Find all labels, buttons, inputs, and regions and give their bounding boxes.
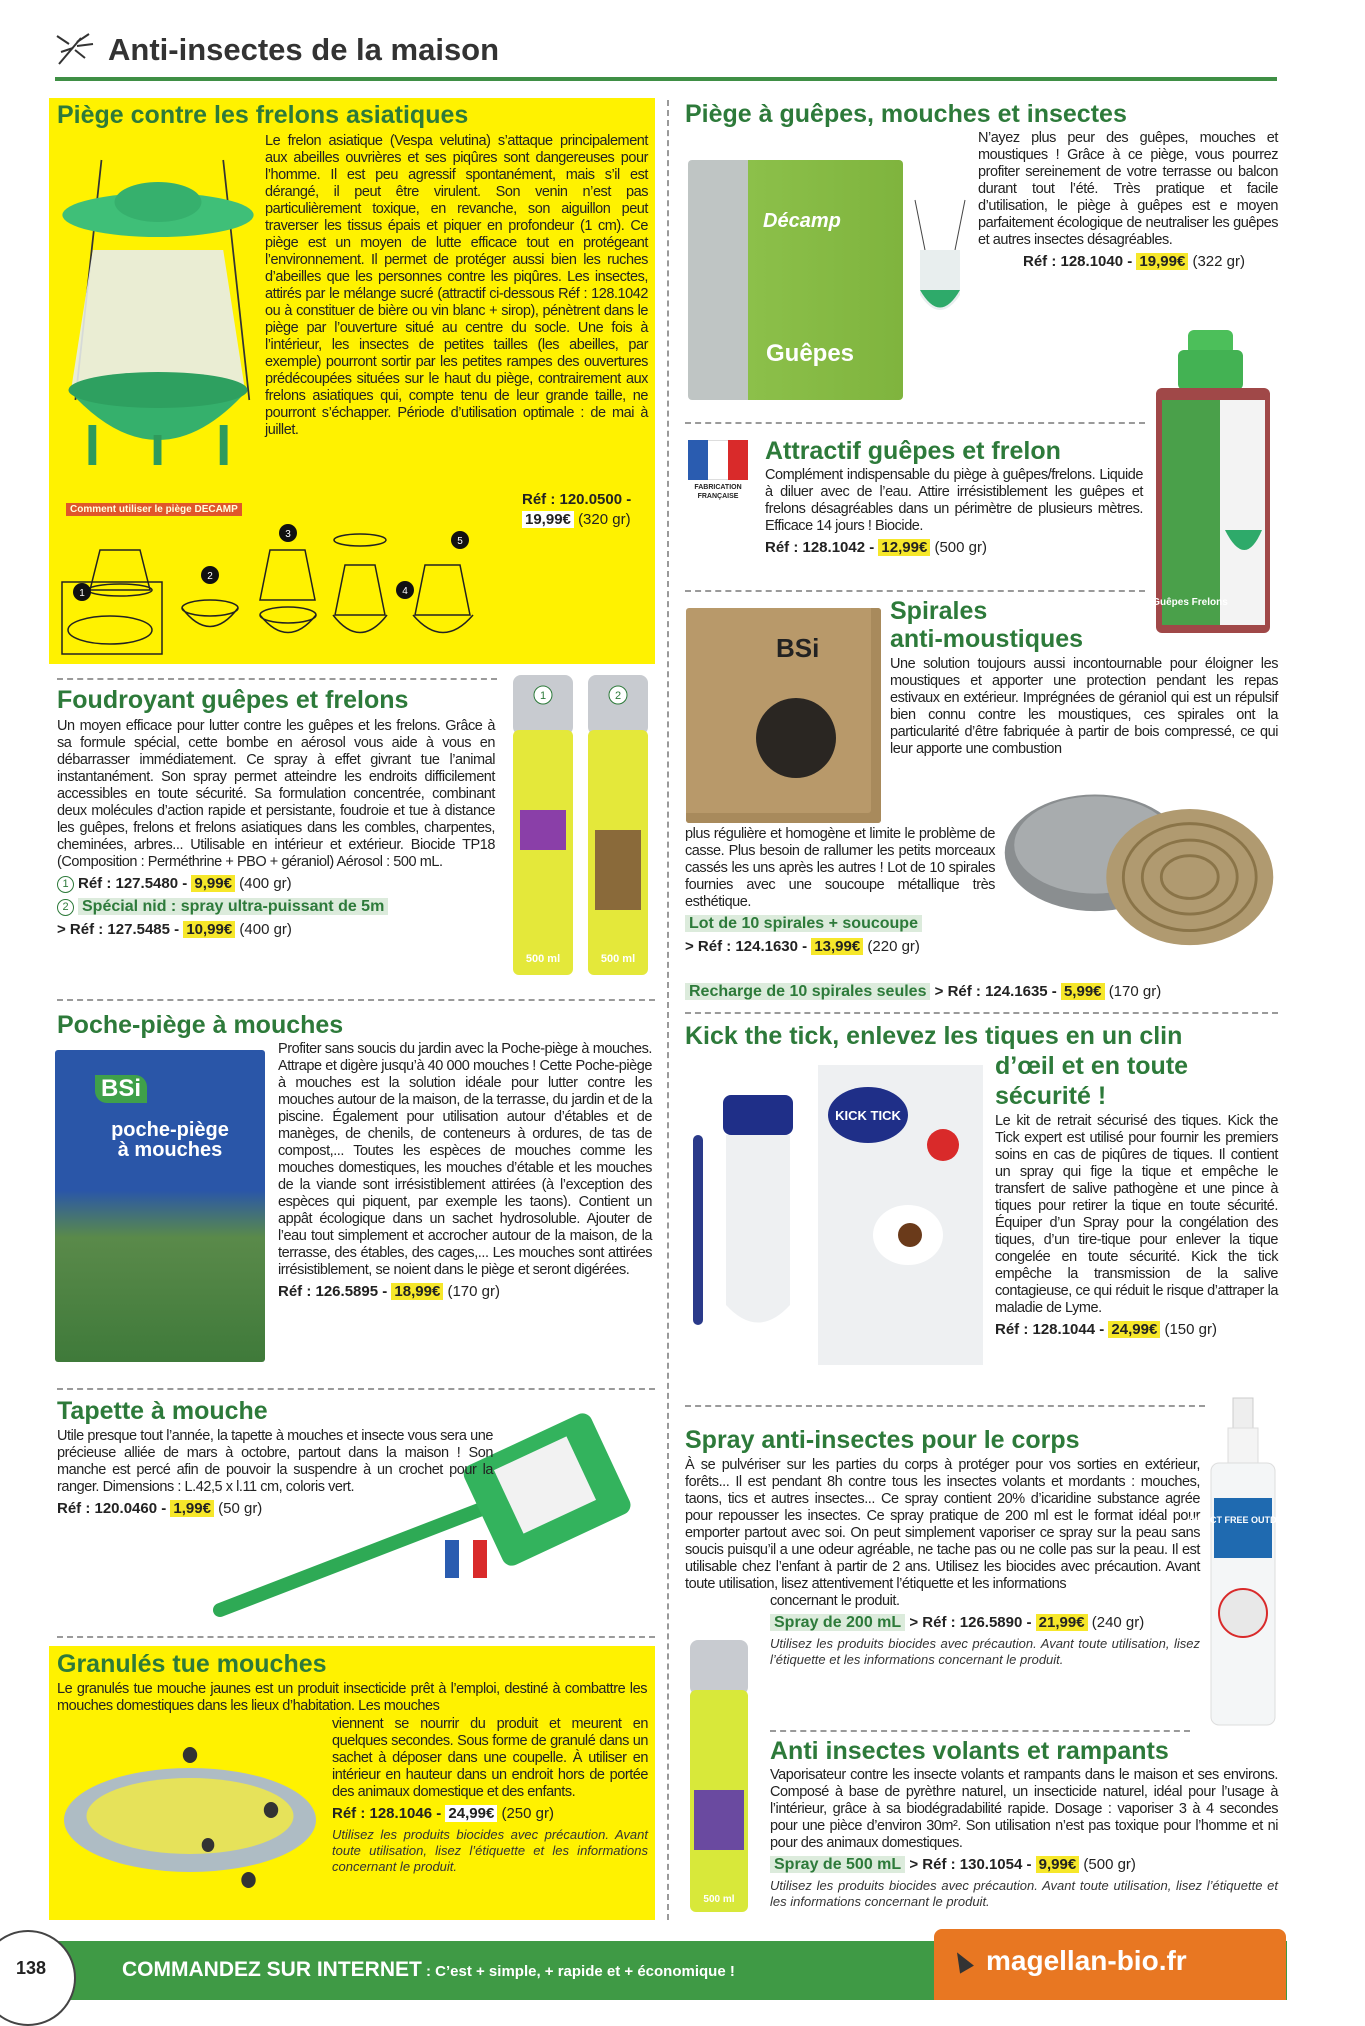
- spirales-ref: > Réf : 124.1630 - 13,99€ (220 gr): [685, 938, 920, 955]
- frelons-price: 19,99€: [522, 511, 574, 528]
- bottle-label: INSECT FREE OUTDOOR: [1188, 1515, 1298, 1525]
- poche-body: [278, 1041, 652, 1302]
- step-3: 3: [285, 529, 291, 540]
- bottle-label: Guêpes Frelons: [1152, 597, 1228, 608]
- volants-body: [770, 1767, 1278, 1910]
- step-2: 2: [207, 571, 213, 582]
- tapette-body: [57, 1428, 493, 1519]
- foudroyant-description: Un moyen efficace pour lutter contre les guêpes et les frelons. Grâce à sa formule spécial, cette bombe en aérosol vous aide à vous en débarrasser immédiatement. Ce spray à effet givrant tue l’animal instantanément. Son spray permet atteindre les endroits difficilement accessibles en toute sécurité. Sa formulation concentrée, combinant deux molécules d’action rapide et persistante, foudroie et tue à distance les guêpes, frelons et frelons asiatiques dans les combles, charpentes, cheminées, arbres... Utilisable en intérieur et extérieur. Biocide TP18 (Composition : Perméthrine + PBO + géraniol) Aérosol : 500 mL.: [57, 718, 495, 870]
- granules-description-1: Le granulés tue mouche jaunes est un produit insecticide prêt à l’emploi, destiné à combattre les mouches domestiques dans les lieux d’habitation. Les mouches: [57, 1681, 647, 1714]
- frelons-weight: (320 gr): [578, 511, 631, 528]
- poche-description: Profiter sans soucis du jardin avec la Poche-piège à mouches. Attrape et digère jusqu’à 40 000 mouches ! Cette Poche-piège à mouches est la solution idéale pour lutter contre les mouches autour de la maison, de la terrasse, du jardin et de la piscine. Également pour utilisation autour d’étables et de manèges, de chenils, de conteneurs à ordures, de tas de compost,... Toutes les espèces de mouches comme les mouches domestiques, les mouches d’étable et les mouches de la viande sont irrésistiblement attirées (à l’exception des espèces qui piquent, par exemple les taons). Contient un appât écologique dans un sachet hydrosoluble. Ajouter de l’eau tout simplement et accrocher autour de la maison, de la terrasse, des étables, des cages,... Les mouches sont attirées irrésistiblement, se noient dans le piège et seront digérées.: [278, 1041, 652, 1278]
- volants-title: Anti insectes volants et rampants: [770, 1737, 1169, 1765]
- volants-description: Vaporisateur contre les insecte volants et rampants dans le maison et ses environs. Composé à base de pyrèthre naturel, un insecticide naturel, idéal pour l’usage à l’intérieur, grâce à sa biodégradabilité rapide. Dosage : vaporiser 3 à 4 secondes pour une pièce d’environ 30m². Son utilisation n’est pas toxique pour l’homme et ni pour des animaux domestiques.: [770, 1767, 1278, 1851]
- number-badge: 1: [57, 876, 74, 893]
- separator: [57, 1636, 655, 1638]
- separator: [57, 678, 497, 680]
- french-flag-icon: [688, 440, 748, 510]
- attractif-title: Attractif guêpes et frelon: [765, 437, 1061, 465]
- volants-biocide-note: Utilisez les produits biocides avec précaution. Avant toute utilisation, lisez l’étiquette et les informations concernant le produit.: [770, 1878, 1278, 1909]
- box-title: Guêpes: [766, 340, 855, 367]
- spray-corps-ref: Spray de 200 mL > Réf : 126.5890 - 21,99€ (240 gr): [770, 1613, 1200, 1633]
- attractif-body: [765, 467, 1143, 558]
- separator: [685, 1012, 1278, 1014]
- insect-spray-can-image: [688, 1640, 750, 1915]
- foudroyant-item-2-label: 2 Spécial nid : spray ultra-puissant de 5m: [57, 897, 495, 917]
- page-title: Anti-insectes de la maison: [108, 32, 500, 67]
- attractant-bottle-image: [1150, 330, 1278, 635]
- can-label: 500 ml: [600, 953, 636, 965]
- spirales-lot-label: Lot de 10 spirales + soucoupe: [685, 914, 995, 934]
- spirales-body: [685, 826, 995, 957]
- granules-price: 24,99€: [445, 1805, 497, 1822]
- step-1: 1: [79, 588, 85, 599]
- kick-ref: Réf : 128.1044 - 24,99€ (150 gr): [995, 1321, 1217, 1338]
- tick-kit-image: [688, 1065, 988, 1365]
- spray-corps-title: Spray anti-insectes pour le corps: [685, 1426, 1080, 1454]
- granules-biocide-note: Utilisez les produits biocides avec précaution. Avant toute utilisation, lisez l’étiquette et les informations concernant le produit.: [332, 1827, 648, 1874]
- flag-caption: FABRICATION FRANÇAISE: [694, 484, 742, 500]
- granules-title: Granulés tue mouches: [57, 1650, 327, 1678]
- separator: [685, 422, 1145, 424]
- kick-title-2: d’œil et en toute: [995, 1052, 1189, 1080]
- spirales-price: 13,99€: [811, 938, 863, 955]
- spray-corps-description-1: À se pulvériser sur les parties du corps à protéger pour vos sorties en extérieur, forêts... Il est pendant 8h contre tous les insectes volants et mordants : mouches, taons, tics et autres insectes... Ce spray contient 20% d’icaridine substance agrée pour repousser les insectes. Ce spray pratique de 200 ml est le format idéal pour emporter partout avec soi. On peut simplement vaporiser ce spray sur la peau sans soucis puisqu’il a une odeur agréable, ne tache pas ou ne colle pas sur la peau. Il est utilisable chez l’enfant à partir de 2 ans. Utilisez les biocides avec précaution. Avant toute utilisation, lisez attentivement l’étiquette et les informations: [685, 1457, 1200, 1592]
- wasp-trap-box-image: [688, 160, 903, 400]
- separator: [685, 1405, 1205, 1407]
- spirales-description-1: Une solution toujours aussi incontournable pour éloigner les moustiques et apporter une protection pendant les repas estivaux en extérieur. Imprégnées de géraniol qui est un répulsif bien connu contre les moustiques, ces spirales ont la particularité d’être fabriquée à partir de bois compressé, ce qui leur apporte une combustion: [890, 656, 1278, 757]
- step-5: 5: [457, 536, 463, 547]
- column-divider: [667, 100, 669, 1920]
- attractif-description: Complément indispensable du piège à guêpes/frelons. Liquide à diluer avec de l’eau. Attire irrésistiblement les guêpes et frelons désagréables dans un périmètre de plusieurs mètres. Efficace 14 jours ! Biocide.: [765, 467, 1143, 534]
- tapette-title: Tapette à mouche: [57, 1397, 268, 1425]
- guepes-ref: Réf : 128.1040 - 19,99€ (322 gr): [1023, 253, 1245, 270]
- guepes-price: 19,99€: [1136, 253, 1188, 270]
- page-number: 138: [16, 1958, 47, 1978]
- tapette-ref: Réf : 120.0460 - 1,99€ (50 gr): [57, 1500, 263, 1517]
- kick-title-1: Kick the tick, enlevez les tiques en un clin: [685, 1022, 1183, 1050]
- box-brand: BSi: [95, 1075, 147, 1103]
- wasp-trap-image: [905, 200, 975, 330]
- can-label: 500 ml: [525, 953, 561, 965]
- kick-price: 24,99€: [1108, 1321, 1160, 1338]
- foudroyant-title: Foudroyant guêpes et frelons: [57, 686, 409, 714]
- howto-label: Comment utiliser le piège DECAMP: [66, 503, 242, 516]
- hornet-trap-image: [58, 140, 258, 470]
- header-rule: [55, 77, 1277, 81]
- cursor-arrow-icon: [950, 1948, 974, 1973]
- fly-bag-box-image: [55, 1050, 265, 1362]
- kick-title-3: sécurité !: [995, 1082, 1107, 1110]
- frelons-description: Le frelon asiatique (Vespa velutina) s’attaque principalement aux abeilles ouvrières et ses piqûres sont dangereuses pour l’homme. Il est peu agressif spontanément, mais s’il est dérangé, il peut être virulent. Son venin n’est pas particulièrement toxique, en revanche, son aiguillon peut traverser les tissus épais et piquer en profondeur (1 cm). Ce piège est un moyen de lutte efficace tout en protégeant l’environnement. Il permet de protéger aussi bien les ruches d’abeilles que les personnes contre les piqûres. Les insectes, attirés par le mélange sucré (attractif ci-dessous Réf : 128.1042 ou à constituer de bière ou vin blanc + sirop), pénètrent dans le piège par l’ouverture situé au centre du socle. Une fois à l’intérieur, les insectes de petites tailles (les abeilles, par exemple) pourront sortir par les petites rampes des ouvertures prédécoupées situées sur le haut du piège, contrairement aux frelons asiatiques qui, compte tenu de leur grande taille, ne pourront s’échapper. Période d’utilisation optimale : de mai à juillet.: [265, 133, 648, 438]
- foudroyant-ref-1: 1 Réf : 127.5480 - 9,99€ (400 gr): [57, 874, 495, 894]
- poche-title: Poche-piège à mouches: [57, 1011, 344, 1039]
- box-logo: KICK TICK: [835, 1108, 901, 1123]
- separator: [770, 1730, 1190, 1732]
- howto-steps-diagram: [60, 520, 510, 660]
- volants-price: 9,99€: [1036, 1856, 1080, 1873]
- foudroyant-ref-2: > Réf : 127.5485 - 10,99€ (400 gr): [57, 921, 292, 938]
- foudroyant-body: [57, 718, 495, 940]
- spirales-title-2: anti-moustiques: [890, 625, 1084, 653]
- attractif-ref: Réf : 128.1042 - 12,99€ (500 gr): [765, 539, 987, 556]
- mosquito-icon: [55, 30, 95, 66]
- svg-text:1: 1: [539, 690, 547, 702]
- aerosol-cans-image: [508, 670, 658, 982]
- svg-text:500 ml: 500 ml: [703, 1894, 735, 1905]
- coil-box-image: [686, 608, 881, 823]
- foudroyant-price-2: 10,99€: [183, 921, 235, 938]
- footer-cta: [122, 1958, 735, 1982]
- spirales-description-2: plus régulière et homogène et limite le problème de casse. Plus besoin de rallumer les petits morceaux cassés les uns après les autres ! Lot de 10 spirales fournies avec une soucoupe métallique très esthétique.: [685, 826, 995, 910]
- foudroyant-price-1: 9,99€: [191, 875, 235, 892]
- volants-ref: Spray de 500 mL > Réf : 130.1054 - 9,99€ (500 gr): [770, 1855, 1278, 1875]
- frelons-ref-number: Réf : 120.0500 -: [522, 491, 632, 508]
- box-brand: BSi: [776, 633, 820, 663]
- footer-cta-text: : C’est + simple, + rapide et + économique !: [421, 1963, 735, 1980]
- number-badge: 2: [57, 899, 74, 916]
- separator: [57, 999, 655, 1001]
- recharge-price: 5,99€: [1061, 983, 1105, 1000]
- kick-description: Le kit de retrait sécurisé des tiques. Kick the Tick expert est utilisé pour fournir les premiers soins en cas de piqûres de tiques. Il contient un spray qui fige la tique et empêche le transfert de salive pathogène et une pince à tiques pour retirer la tique en toute sécurité. Équiper d’un Spray pour la congélation des tiques, d’un tire-tique pour enlever la tique congelée en toute sécurité. Kick the tick empêche la transmission de la salive contagieuse, ce qui réduit le risque d’attraper la maladie de Lyme.: [995, 1113, 1278, 1316]
- box-title: poche-piège à mouches: [111, 1119, 229, 1161]
- frelons-ref: [522, 490, 631, 530]
- separator: [685, 590, 1145, 592]
- spray-corps-price: 21,99€: [1036, 1614, 1088, 1631]
- granules-description-2: viennent se nourrir du produit et meurent en quelques secondes. Sous forme de granulé dans un sachet à déposer dans une coupelle. À utiliser en intérieur en hauteur dans un endroit hors de portée des animaux domestique et des enfants.: [332, 1716, 648, 1800]
- spray-corps-biocide-note: Utilisez les produits biocides avec précaution. Avant toute utilisation, lisez l’étiquette et les informations concernant le produit.: [770, 1636, 1200, 1667]
- coil-saucer-image: [1000, 775, 1278, 950]
- spirales-recharge: Recharge de 10 spirales seules > Réf : 124.1635 - 5,99€ (170 gr): [685, 982, 1161, 1002]
- box-brand: Décamp: [763, 210, 841, 232]
- body-spray-bottle-image: [1188, 1398, 1298, 1728]
- guepes-title: Piège à guêpes, mouches et insectes: [685, 100, 1127, 128]
- tapette-description: Utile presque tout l’année, la tapette à mouches et insecte vous sera une précieuse alliée de mars à octobre, partout dans la maison ! Son manche est percé afin de pouvoir la suspendre à un crochet pour la ranger. Dimensions : L.42,5 x l.11 cm, coloris vert.: [57, 1428, 493, 1495]
- poche-price: 18,99€: [391, 1283, 443, 1300]
- granules-ref: Réf : 128.1046 - 24,99€ (250 gr): [332, 1805, 554, 1822]
- granules-plate-image: [55, 1740, 325, 1900]
- step-4: 4: [402, 586, 408, 597]
- footer-cta-bold: COMMANDEZ SUR INTERNET: [122, 1958, 422, 1981]
- website-url[interactable]: magellan-bio.fr: [986, 1945, 1187, 1976]
- tapette-price: 1,99€: [170, 1500, 214, 1517]
- guepes-description: N’ayez plus peur des guêpes, mouches et moustiques ! Grâce à ce piège, vous pourrez profiter sereinement de votre terrasse ou balcon durant tout l’été. Très pratique et facile d’utilisation, le piège à guêpes est e moyen parfaitement écologique de neutraliser les guêpes et autres insectes désagréables.: [978, 130, 1278, 248]
- poche-ref: Réf : 126.5895 - 18,99€ (170 gr): [278, 1283, 500, 1300]
- spray-corps-description-2: concernant le produit.: [770, 1593, 900, 1609]
- granules-body: [332, 1716, 648, 1875]
- website-link[interactable]: [934, 1929, 1286, 2000]
- guepes-body: [978, 130, 1278, 272]
- spray-corps-body: [685, 1457, 1200, 1668]
- svg-text:2: 2: [614, 690, 622, 702]
- spirales-title-1: Spirales: [890, 597, 988, 625]
- attractif-price: 12,99€: [878, 539, 930, 556]
- frelons-title: Piège contre les frelons asiatiques: [57, 101, 469, 129]
- separator: [57, 1388, 655, 1390]
- kick-body: [995, 1113, 1278, 1340]
